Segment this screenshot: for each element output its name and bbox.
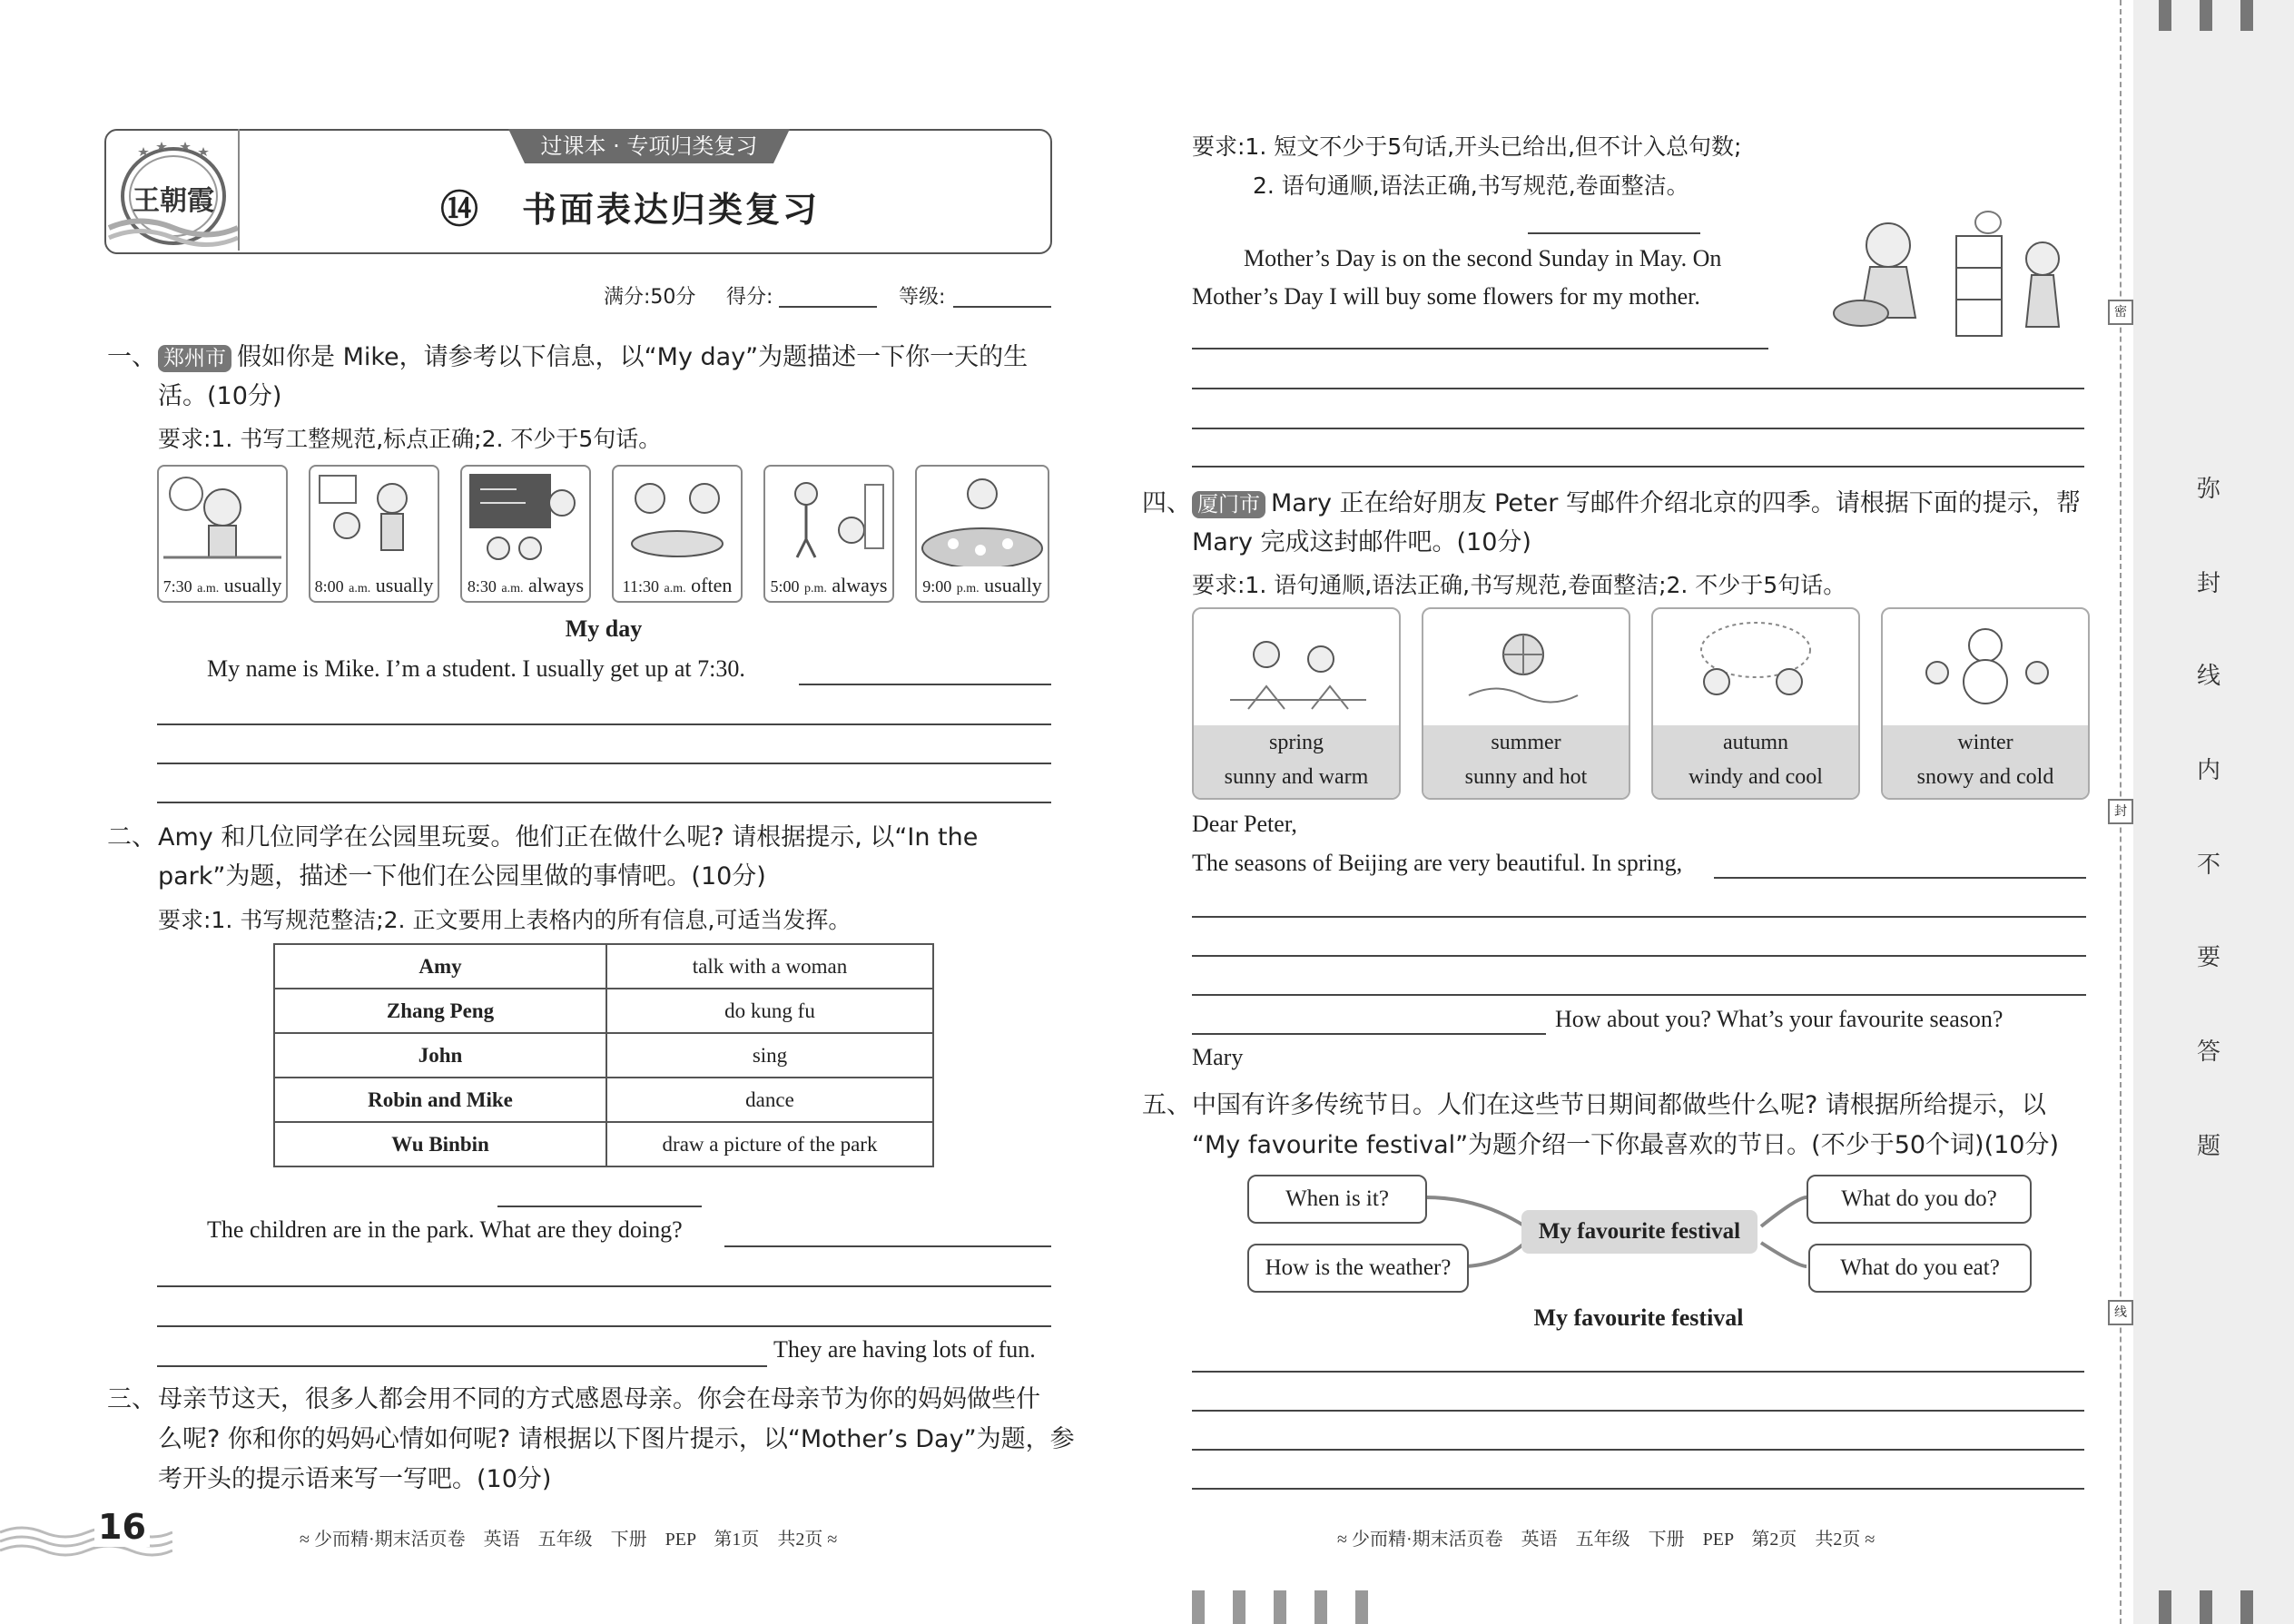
table-row: [274, 989, 933, 1033]
ampm-label: p.m.: [804, 582, 827, 595]
answer-line[interactable]: [157, 723, 1051, 725]
mind-map-center: My favourite festival: [1521, 1210, 1757, 1254]
mind-map-node: How is the weather?: [1247, 1244, 1469, 1293]
season-weather: sunny and warm: [1224, 765, 1369, 789]
letter-greeting: Dear Peter,: [1192, 811, 1297, 837]
season-weather: sunny and hot: [1464, 765, 1588, 789]
logo: [107, 133, 240, 249]
chapter-number: ⑭: [440, 187, 479, 231]
answer-line[interactable]: [1714, 877, 2086, 879]
series-ribbon: [508, 129, 790, 163]
answer-line[interactable]: [1192, 1033, 1546, 1035]
season-card: [1881, 607, 2090, 800]
q3-starter-line2: Mother’s Day I will buy some flowers for my mother.: [1192, 283, 1700, 310]
q5-number: 五、: [1142, 1091, 1191, 1119]
q2-requirement: 要求:1. 书写规范整洁;2. 正文要用上表格内的所有信息,可适当发挥。: [158, 907, 852, 933]
q2-text-line2: park”为题，描述一下他们在公园里做的事情吧。(10分): [158, 862, 766, 891]
q4-requirement: 要求:1. 语句通顺,语法正确,书写规范,卷面整洁;2. 不少于5句话。: [1192, 572, 1846, 598]
q5-text-line1: 中国有许多传统节日。人们在这些节日期间都做些什么呢? 请根据所给提示，以: [1192, 1091, 2046, 1119]
footer-right: ≈ 少而精·期末活页卷 英语 五年级 下册 PEP 第2页 共2页 ≈: [1337, 1530, 1876, 1550]
daily-picture: [460, 465, 591, 603]
name-cell: Amy: [274, 944, 606, 989]
q1-requirement: 要求:1. 书写工整规范,标点正确;2. 不少于5句话。: [158, 426, 662, 452]
q3-requirement-1: 要求:1. 短文不少于5句话,开头已给出,但不计入总句数;: [1192, 133, 1742, 160]
table-row: [274, 1078, 933, 1122]
answer-line[interactable]: [157, 1365, 767, 1367]
grade-blank[interactable]: [953, 306, 1051, 308]
logo-divider: [238, 129, 240, 251]
frequency-label: usually: [984, 574, 1042, 596]
mothers-day-illustration: [1825, 209, 2088, 345]
q2-number: 二、: [107, 823, 156, 851]
activity-cell: draw a picture of the park: [606, 1122, 933, 1166]
daily-picture: [915, 465, 1049, 603]
registration-marks-top: [2159, 0, 2286, 31]
footer-left-text: 少而精·期末活页卷 英语 五年级 下册 PEP 第1页 共2页: [313, 1530, 823, 1550]
q4-prompt: [1192, 484, 2081, 524]
activity-cell: sing: [606, 1033, 933, 1078]
table-row: [274, 944, 933, 989]
essay-title-festival: My favourite festival: [1533, 1304, 1744, 1331]
activity-table: [273, 943, 934, 1167]
daily-picture: [612, 465, 743, 603]
daily-picture: [157, 465, 288, 603]
frequency-label: always: [832, 574, 888, 596]
title-blank[interactable]: [497, 1206, 702, 1207]
binding-mark: [2108, 1300, 2133, 1325]
ampm-label: a.m.: [349, 582, 371, 595]
q2-text-line1: Amy 和几位同学在公园里玩耍。他们正在做什么呢? 请根据提示, 以“In the: [158, 823, 979, 851]
answer-line[interactable]: [724, 1245, 1051, 1247]
registration-marks-bottom: [1192, 1590, 1373, 1624]
q3-text-line3: 考开头的提示语来写一写吧。(10分): [158, 1465, 552, 1493]
page-number: 16: [94, 1507, 150, 1547]
grade-label: 等级:: [899, 286, 946, 309]
activity-cell: dance: [606, 1078, 933, 1122]
mind-map-node: When is it?: [1247, 1175, 1427, 1224]
table-row: [274, 1122, 933, 1166]
logo-text: 王朝霞: [133, 185, 214, 217]
answer-line[interactable]: [799, 684, 1051, 685]
season-card: [1422, 607, 1630, 800]
q2-ending: They are having lots of fun.: [773, 1336, 1036, 1363]
binding-char: 封: [2197, 570, 2221, 597]
table-row: [274, 1033, 933, 1078]
season-weather: snowy and cold: [1916, 765, 2054, 789]
footer-left: ≈ 少而精·期末活页卷 英语 五年级 下册 PEP 第1页 共2页 ≈: [300, 1530, 838, 1550]
time-label: 8:30: [467, 577, 497, 595]
city-tag: 厦门市: [1192, 491, 1265, 518]
binding-char: 内: [2197, 757, 2221, 784]
ampm-label: a.m.: [501, 582, 524, 595]
season-card: [1651, 607, 1860, 800]
name-cell: Zhang Peng: [274, 989, 606, 1033]
q3-requirement-2: 2. 语句通顺,语法正确,书写规范,卷面整洁。: [1253, 172, 1689, 199]
binding-char: 题: [2197, 1133, 2221, 1160]
answer-line[interactable]: [157, 802, 1051, 803]
binding-char: 答: [2197, 1038, 2221, 1066]
time-label: 11:30: [622, 577, 660, 595]
name-cell: Robin and Mike: [274, 1078, 606, 1122]
title-blank[interactable]: [1528, 232, 1700, 234]
full-score: 满分:50分: [604, 286, 696, 309]
q3-number: 三、: [107, 1385, 156, 1413]
binding-char: 线: [2197, 663, 2221, 690]
answer-line[interactable]: [1192, 994, 2086, 996]
season-name: winter: [1957, 731, 2013, 754]
name-cell: John: [274, 1033, 606, 1078]
q1-prompt: [158, 338, 1057, 378]
score-label: 得分:: [726, 286, 773, 309]
answer-line[interactable]: [157, 763, 1051, 764]
q4-text-line1: Mary 正在给好朋友 Peter 写邮件介绍北京的四季。请根据下面的提示，帮: [1271, 489, 2081, 517]
answer-line[interactable]: [1192, 388, 2084, 389]
answer-line[interactable]: [1192, 1410, 2084, 1412]
answer-line[interactable]: [157, 1325, 1051, 1327]
season-card: [1192, 607, 1401, 800]
q1-number: 一、: [107, 343, 156, 371]
answer-line[interactable]: [1192, 1488, 2084, 1490]
answer-line[interactable]: [1192, 1371, 2084, 1373]
footer-right-text: 少而精·期末活页卷 英语 五年级 下册 PEP 第2页 共2页: [1351, 1530, 1861, 1550]
name-cell: Wu Binbin: [274, 1122, 606, 1166]
time-label: 9:00: [922, 577, 952, 595]
ampm-label: p.m.: [956, 582, 980, 595]
answer-line[interactable]: [1192, 428, 2084, 429]
q3-text-line2: 么呢? 你和你的妈妈心情如何呢? 请根据以下图片提示，以“Mother’s Day”为题，参: [158, 1425, 1075, 1453]
q4-number: 四、: [1142, 489, 1191, 517]
frequency-label: always: [528, 574, 585, 596]
q3-text-line1: 母亲节这天，很多人都会用不同的方式感恩母亲。你会在母亲节为你的妈妈做些什: [158, 1385, 1040, 1413]
answer-line[interactable]: [157, 1285, 1051, 1287]
ampm-label: a.m.: [664, 582, 686, 595]
binding-mark: [2108, 300, 2133, 325]
q1-text-line1: 假如你是 Mike，请参考以下信息，以“My day”为题描述一下你一天的生: [237, 343, 1029, 371]
mind-map-node: What do you eat?: [1808, 1244, 2032, 1293]
answer-line[interactable]: [1192, 1449, 2084, 1451]
season-name: summer: [1491, 731, 1561, 754]
letter-question: How about you? What’s your favourite season?: [1555, 1006, 2004, 1032]
binding-mark-text: 封: [2114, 804, 2127, 819]
q1-text-line2: 活。(10分): [158, 382, 282, 410]
season-name: spring: [1269, 731, 1324, 754]
page-title: 书面表达归类复习: [522, 190, 821, 230]
daily-picture: [309, 465, 439, 603]
activity-cell: do kung fu: [606, 989, 933, 1033]
q1-starter: My name is Mike. I’m a student. I usually get up at 7:30.: [207, 655, 745, 682]
frequency-label: usually: [375, 574, 434, 596]
city-tag: 郑州市: [158, 345, 231, 372]
time-label: 8:00: [314, 577, 344, 595]
q4-starter: The seasons of Beijing are very beautiful. In spring,: [1192, 850, 1683, 876]
answer-line[interactable]: [1192, 466, 2084, 468]
season-name: autumn: [1723, 731, 1788, 754]
binding-mark-text: 线: [2114, 1305, 2127, 1320]
binding-mark-text: 密: [2114, 305, 2127, 320]
registration-marks-side: [2159, 1590, 2286, 1624]
q3-starter-line1: Mother’s Day is on the second Sunday in May. On: [1244, 245, 1722, 271]
answer-line[interactable]: [1192, 955, 2086, 957]
letter-sign: Mary: [1192, 1044, 1244, 1070]
answer-line[interactable]: [1192, 348, 1768, 349]
q2-starter: The children are in the park. What are they doing?: [207, 1216, 683, 1243]
daily-picture: [763, 465, 894, 603]
binding-strip: [2133, 0, 2294, 1624]
mind-map-node: What do you do?: [1807, 1175, 2032, 1224]
ampm-label: a.m.: [197, 582, 220, 595]
q4-text-line2: Mary 完成这封邮件吧。(10分): [1192, 528, 1531, 556]
binding-char: 弥: [2197, 476, 2221, 503]
frequency-label: usually: [223, 574, 282, 596]
binding-mark: [2108, 799, 2133, 824]
activity-cell: talk with a woman: [606, 944, 933, 989]
binding-char: 不: [2197, 851, 2221, 879]
essay-title-my-day: My day: [565, 615, 643, 642]
season-weather: windy and cool: [1689, 765, 1823, 789]
score-blank[interactable]: [779, 306, 877, 308]
time-label: 5:00: [770, 577, 800, 595]
time-label: 7:30: [162, 577, 192, 595]
q5-text-line2: “My favourite festival”为题介绍一下你最喜欢的节日。(不少于50个词)(10分): [1192, 1131, 2060, 1159]
series-label: 过课本 · 专项归类复习: [540, 133, 758, 159]
answer-line[interactable]: [1192, 916, 2086, 918]
frequency-label: often: [691, 574, 733, 596]
binding-char: 要: [2197, 944, 2221, 971]
